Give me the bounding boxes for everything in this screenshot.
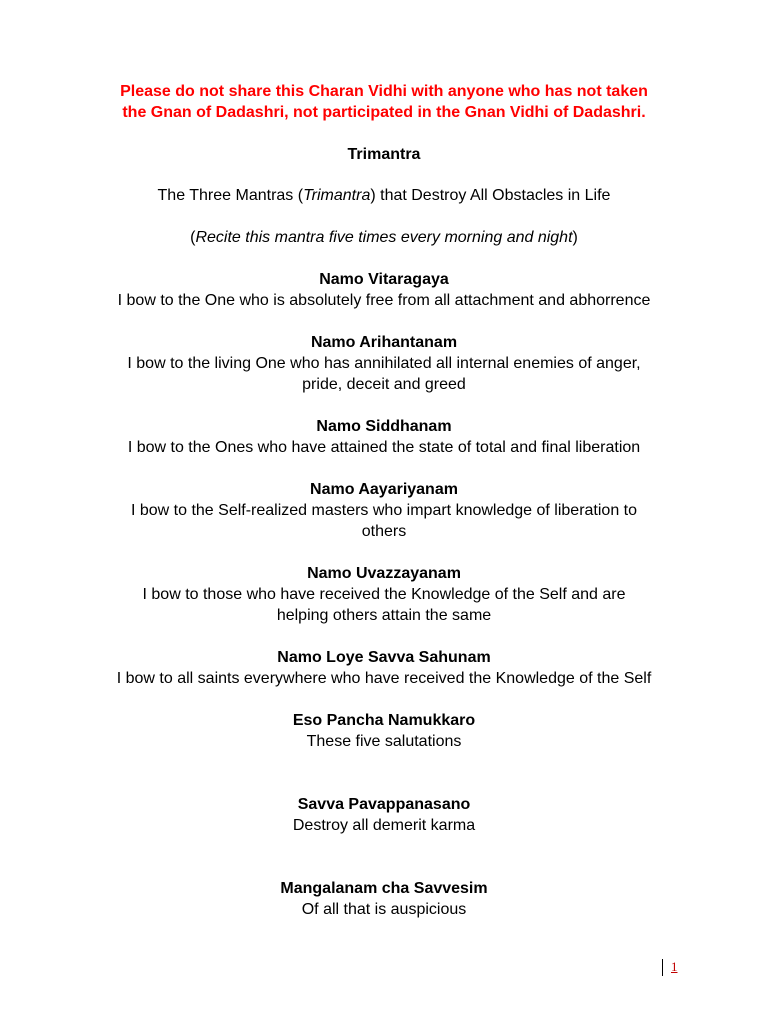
instruction-italic: Recite this mantra five times every morning and night (195, 229, 573, 246)
mantra-name: Namo Vitaragaya (319, 271, 449, 288)
mantra-meaning (60, 668, 708, 689)
mantra-name: Namo Loye Savva Sahunam (277, 649, 491, 666)
mantra-meaning-line: Destroy all demerit karma (292, 817, 476, 834)
mantra-meaning-line: I bow to the One who is absolutely free from all attachment and abhorrence (117, 292, 651, 309)
mantra-name: Savva Pavappanasano (297, 796, 471, 813)
mantra-item (60, 563, 708, 626)
mantra-name: Namo Aayariyanam (310, 481, 458, 498)
subtitle-italic: Trimantra (303, 187, 371, 204)
mantra-meaning (60, 815, 708, 836)
mantra-meaning-line: I bow to the Ones who have attained the state of total and final liberation (127, 439, 641, 456)
mantra-item (60, 647, 708, 689)
instruction-close-paren: ) (572, 229, 578, 246)
recitation-instruction (60, 227, 708, 248)
page-number-link[interactable]: 1 (671, 959, 678, 974)
mantra-meaning (60, 584, 708, 626)
mantra-meaning-line: pride, deceit and greed (302, 376, 466, 393)
mantra-name: Eso Pancha Namukkaro (292, 712, 476, 729)
mantra-meaning (60, 290, 708, 311)
warning-line-2: the Gnan of Dadashri, not participated in the Gnan Vidhi of Dadashri. (122, 104, 646, 121)
mantra-list (60, 269, 708, 941)
mantra-meaning-line: I bow to the living One who has annihilated all internal enemies of anger, (127, 355, 641, 372)
mantra-meaning (60, 437, 708, 458)
mantra-meaning-line: others (361, 523, 407, 540)
mantra-meaning (60, 500, 708, 542)
subtitle-text-after: ) that Destroy All Obstacles in Life (370, 187, 611, 204)
page-title: Trimantra (347, 146, 421, 163)
page-footer (662, 958, 678, 976)
mantra-meaning-line: helping others attain the same (276, 607, 492, 624)
mantra-meaning (60, 899, 708, 920)
mantra-meaning-line: I bow to all saints everywhere who have received the Knowledge of the Self (116, 670, 652, 687)
mantra-meaning (60, 353, 708, 395)
mantra-meaning-line: I bow to the Self-realized masters who impart knowledge of liberation to (130, 502, 638, 519)
subtitle-text-before: The Three Mantras ( (157, 187, 304, 204)
mantra-item (60, 878, 708, 920)
footer-separator (662, 959, 663, 976)
mantra-item (60, 269, 708, 311)
mantra-meaning-line: Of all that is auspicious (301, 901, 467, 918)
share-warning (60, 81, 708, 123)
mantra-item (60, 479, 708, 542)
mantra-meaning-line: I bow to those who have received the Knowledge of the Self and are (142, 586, 626, 603)
mantra-name: Mangalanam cha Savvesim (280, 880, 488, 897)
instruction-open-paren: ( (190, 229, 196, 246)
subtitle (60, 185, 708, 206)
mantra-item (60, 332, 708, 395)
warning-line-1: Please do not share this Charan Vidhi with anyone who has not taken (120, 83, 648, 100)
mantra-item (60, 794, 708, 836)
mantra-meaning (60, 731, 708, 752)
mantra-name: Namo Arihantanam (310, 334, 458, 351)
mantra-name: Namo Uvazzayanam (307, 565, 461, 582)
mantra-item (60, 416, 708, 458)
mantra-name: Namo Siddhanam (316, 418, 452, 435)
mantra-meaning-line: These five salutations (306, 733, 462, 750)
mantra-item (60, 710, 708, 752)
